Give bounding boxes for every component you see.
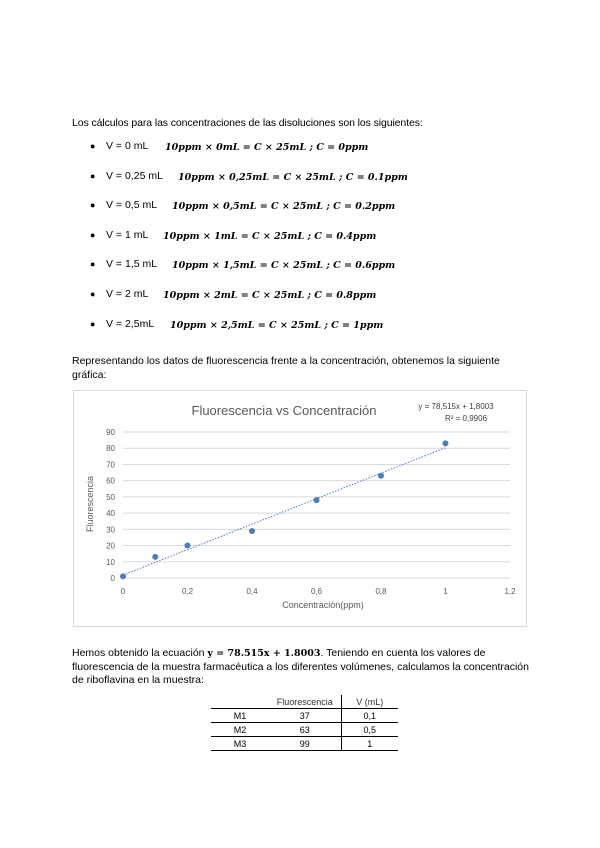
bullet-icon: ● (90, 200, 96, 211)
y-tick-label: 50 (106, 492, 115, 502)
volume-label: V = 1 mL (106, 228, 149, 241)
data-point (152, 554, 158, 560)
data-point (378, 473, 384, 479)
para3-after: . Teniendo en cuenta los valores de fluorescencia de la muestra farmacéutica a los diferentes volúmenes, calculamos la concentración de riboflavina en la muestra: (72, 647, 529, 686)
x-tick-label: 0,2 (181, 587, 194, 596)
paragraph-chart-intro: Representando los datos de fluorescencia frente a la concentración, obtenemos la siguiente gráfica: (72, 355, 500, 381)
gridlines (123, 432, 510, 578)
calc-equation: 10ppm × 2,5mL = C × 25mL ; C = 1ppm (170, 319, 384, 331)
volume-label: V = 2 mL (106, 287, 149, 300)
inline-equation: y = 78.515x + 1.8003 (207, 648, 321, 659)
table-cell: 63 (269, 723, 341, 737)
results-table (211, 695, 398, 751)
table-header (211, 695, 269, 709)
table-cell: M2 (211, 723, 269, 737)
x-tick-label: 1 (443, 587, 448, 596)
table-row (211, 723, 398, 737)
y-tick-label: 70 (106, 460, 115, 470)
data-point (443, 440, 449, 446)
calc-equation: 10ppm × 0mL = C × 25mL ; C = 0ppm (165, 142, 369, 153)
y-tick-label: 90 (106, 428, 115, 437)
volume-label: V = 0,25 mL (106, 169, 163, 182)
table-header: V (mL) (356, 696, 384, 707)
calc-equation: 10ppm × 2mL = C × 25mL ; C = 0.8ppm (163, 289, 377, 301)
volume-label: V = 1,5 mL (106, 258, 158, 271)
chart-container (73, 390, 527, 627)
volume-label: V = 0 mL (106, 140, 149, 152)
y-tick-label: 10 (106, 557, 115, 567)
bullet-icon: ● (90, 141, 96, 151)
x-tick-label: 1,2 (504, 587, 516, 596)
intro-text: Los cálculos para las concentraciones de las disoluciones son los siguientes: (72, 117, 423, 129)
y-tick-labels (106, 428, 115, 583)
trendline (123, 448, 446, 575)
y-axis-label: Fluorescencia (85, 475, 95, 533)
bullet-icon: ● (90, 170, 96, 181)
table-cell: M1 (211, 709, 269, 723)
data-point (249, 528, 255, 534)
y-tick-label: 80 (106, 444, 115, 454)
trendline-r2: R² = 0,9906 (444, 414, 488, 423)
volume-label: V = 2,5mL (106, 317, 155, 330)
volume-label: V = 0,5 mL (106, 199, 158, 212)
table-header: Fluorescencia (269, 695, 341, 709)
calc-equation: 10ppm × 1,5mL = C × 25mL ; C = 0.6ppm (172, 260, 396, 272)
data-point (185, 543, 191, 549)
para3-before: Hemos obtenido la ecuación (72, 647, 208, 659)
x-tick-label: 0,4 (246, 587, 258, 596)
x-tick-label: 0,8 (375, 587, 387, 596)
y-tick-label: 60 (106, 476, 115, 486)
x-axis-label: Concentración(ppm) (282, 600, 364, 610)
table-row (211, 709, 398, 723)
calc-equation: 10ppm × 0,5mL = C × 25mL ; C = 0.2ppm (172, 201, 396, 213)
y-tick-label: 30 (106, 525, 115, 535)
paragraph-equation (72, 647, 532, 688)
x-tick-labels (121, 587, 516, 596)
table-row (211, 737, 398, 751)
x-tick-label: 0,6 (310, 587, 323, 596)
data-points (120, 440, 449, 579)
trendline-equation: y = 78,515x + 1,8003 (418, 402, 494, 411)
table-cell: 0,5 (341, 723, 398, 737)
table-header-row (211, 695, 398, 709)
data-point (314, 497, 320, 503)
y-tick-label: 20 (106, 541, 115, 551)
table-cell: 0,1 (341, 709, 398, 723)
table-cell: 37 (269, 709, 341, 723)
bullet-icon: ● (90, 318, 96, 329)
scatter-chart (74, 391, 526, 626)
calc-equation: 10ppm × 1mL = C × 25mL ; C = 0.4ppm (163, 230, 377, 242)
calc-equation: 10ppm × 0,25mL = C × 25mL ; C = 0.1ppm (178, 171, 408, 183)
bullet-icon: ● (90, 288, 96, 299)
table-cell: 1 (341, 737, 398, 751)
table-cell: 99 (269, 737, 341, 751)
y-tick-label: 40 (106, 509, 115, 519)
y-tick-label: 0 (110, 574, 115, 583)
chart-title: Fluorescencia vs Concentración (191, 403, 377, 418)
bullet-icon: ● (90, 229, 96, 240)
x-tick-label: 0 (120, 587, 126, 596)
table-cell: M3 (211, 737, 269, 751)
bullet-icon: ● (90, 259, 96, 270)
data-point (120, 573, 126, 579)
